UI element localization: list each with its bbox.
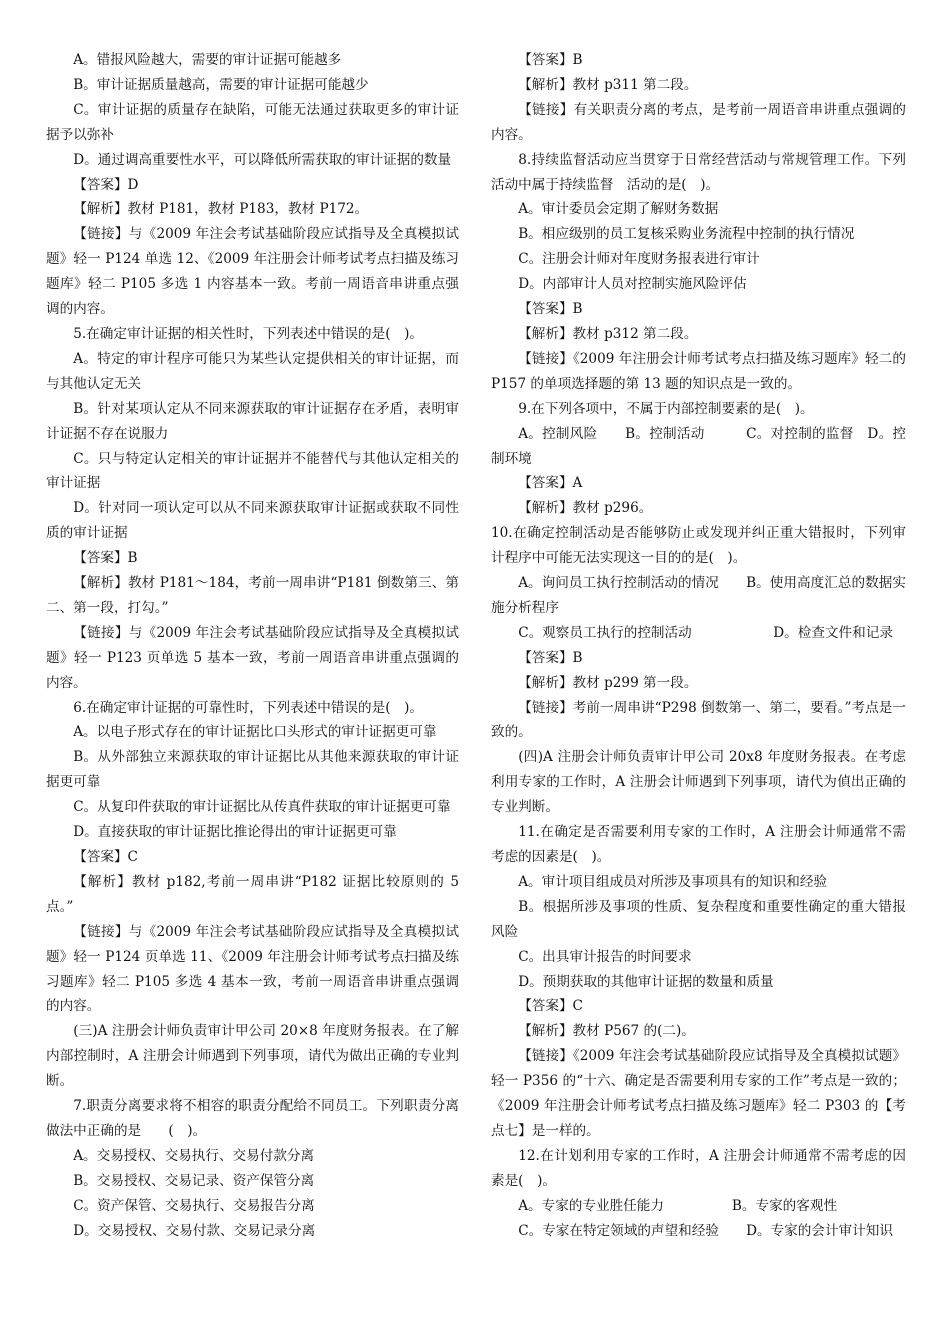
- answer: 【答案】B: [518, 649, 583, 666]
- link-note: 【链接】《2009 年注册会计师考试考点扫描及练习题库》轻二的 P157 的单项选择题的第 13 题的知识点是一致的。: [491, 350, 906, 392]
- question-11: 11.在确定是否需要利用专家的工作时，A 注册会计师通常不需考虑的因素是( )。: [491, 824, 906, 865]
- option-c: C。只与特定认定相关的审计证据并不能替代与其他认定相关的审计证据: [46, 450, 459, 492]
- option-d: D。针对同一项认定可以从不同来源获取审计证据或获取不同性质的审计证据: [46, 500, 459, 542]
- right-column: [491, 48, 906, 1244]
- option-b: B。审计证据质量越高，需要的审计证据可能越少: [73, 76, 369, 93]
- option-d: D。交易授权、交易付款、交易记录分离: [73, 1222, 316, 1239]
- link-note: 【链接】《2009 年注会考试基础阶段应试指导及全真模拟试题》轻一 P356 的“十六、确定是否需要利用专家的工作”考点是一致的；《2009 年注册会计师考试考点扫描及练习题库》轻二 P303 的【考点七】是一样的。: [491, 1048, 906, 1139]
- answer: 【答案】B: [518, 52, 583, 68]
- option-a: A。交易授权、交易执行、交易付款分离: [73, 1147, 315, 1164]
- option-d: D。通过调高重要性水平，可以降低所需获取的审计证据的数量: [73, 151, 452, 168]
- answer: 【答案】D: [73, 176, 139, 193]
- option-a: A。特定的审计程序可能只为某些认定提供相关的审计证据，而与其他认定无关: [46, 350, 459, 392]
- answer: 【答案】B: [73, 550, 138, 567]
- link-note: 【链接】与《2009 年注会考试基础阶段应试指导及全真模拟试题》轻一 P124 单选 12、《2009 年注册会计师考试考点扫描及练习题库》轻二 P105 多选 1 内容基本一致。考前一周语音串讲重点强调的内容。: [46, 226, 459, 318]
- option-c: C。从复印件获取的审计证据比从传真件获取的审计证据更可靠: [73, 799, 451, 816]
- question-10: 10.在确定控制活动是否能够防止或发现并纠正重大错报时，下列审计程序中可能无法实现这一目的的是( )。: [491, 525, 906, 567]
- options-inline: A。专家的专业胜任能力 B。专家的客观性: [518, 1197, 838, 1214]
- option-c: C。审计证据的质量存在缺陷，可能无法通过获取更多的审计证据予以弥补: [46, 101, 459, 143]
- option-b: B。根据所涉及事项的性质、复杂程度和重要性确定的重大错报风险: [491, 898, 906, 940]
- analysis: 【解析】教材 P181～184，考前一周串讲“P181 倒数第三、第二、第一段，打勾。”: [46, 575, 459, 616]
- option-c: C。出具审计报告的时间要求: [518, 948, 692, 965]
- option-a: A。审计项目组成员对所涉及事项具有的知识和经验: [518, 873, 828, 890]
- option-b: B。针对某项认定从不同来源获取的审计证据存在矛盾，表明审计证据不存在说服力: [46, 400, 459, 442]
- analysis: 【解析】教材 p299 第一段。: [518, 674, 698, 691]
- analysis: 【解析】教材 P181，教材 P183，教材 P172。: [73, 201, 369, 218]
- option-a: A。以电子形式存在的审计证据比口头形式的审计证据更可靠: [73, 724, 437, 741]
- question-7: 7.职责分离要求将不相容的职责分配给不同员工。下列职责分离做法中正确的是 ( )。: [46, 1098, 459, 1139]
- question-5: 5.在确定审计证据的相关性时，下列表述中错误的是( )。: [73, 325, 424, 342]
- analysis: 【解析】教材 p311 第二段。: [518, 76, 698, 93]
- option-d: D。直接获取的审计证据比推论得出的审计证据更可靠: [73, 824, 397, 841]
- left-column: [46, 48, 459, 1244]
- options-inline: C。观察员工执行的控制活动 D。检查文件和记录: [518, 624, 893, 641]
- link-note: 【链接】考前一周串讲“P298 倒数第一、第二，要看。”考点是一致的。: [491, 699, 906, 741]
- section-4-intro: (四)A 注册会计师负责审计甲公司 20x8 年度财务报表。在考虑利用专家的工作时，A 注册会计师遇到下列事项，请代为偵出正确的专业判断。: [491, 749, 906, 816]
- question-9: 9.在下列各项中，不属于内部控制要素的是( )。: [518, 400, 814, 417]
- question-6: 6.在确定审计证据的可靠性时，下列表述中错误的是( )。: [73, 699, 424, 716]
- answer: 【答案】C: [518, 998, 583, 1015]
- option-a: A。错报风险越大，需要的审计证据可能越多: [73, 52, 342, 68]
- link-note: 【链接】有关职责分离的考点，是考前一周语音串讲重点强调的内容。: [491, 101, 906, 143]
- section-3-intro: (三)A 注册会计师负责审计甲公司 20×8 年度财务报表。在了解内部控制时，A 注册会计师遇到下列事项，请代为做出正确的专业判断。: [46, 1023, 459, 1090]
- link-note: 【链接】与《2009 年注会考试基础阶段应试指导及全真模拟试题》轻一 P123 页单选 5 基本一致，考前一周语音串讲重点强调的内容。: [46, 624, 459, 691]
- question-12: 12.在计划利用专家的工作时，A 注册会计师通常不需考虑的因素是( )。: [491, 1147, 906, 1189]
- link-note: 【链接】与《2009 年注会考试基础阶段应试指导及全真模拟试题》轻一 P124 页单选 11、《2009 年注册会计师考试考点扫描及练习题库》轻二 P105 多选 4 基本一致，考前一周语音串讲重点强调的内容。: [46, 923, 459, 1015]
- analysis: 【解析】教材 P567 的(二)。: [518, 1023, 695, 1040]
- option-c: C。注册会计师对年度财务报表进行审计: [518, 251, 760, 268]
- option-d: D。预期获取的其他审计证据的数量和质量: [518, 973, 774, 990]
- option-c: C。资产保管、交易执行、交易报告分离: [73, 1197, 315, 1214]
- answer: 【答案】B: [518, 301, 583, 318]
- options-inline: C。专家在特定领域的声望和经验 D。专家的会计审计知识: [518, 1222, 893, 1239]
- question-8: 8.持续监督活动应当贯穿于日常经营活动与常规管理工作。下列活动中属于持续监督 活动的是( )。: [491, 151, 906, 193]
- option-d: D。内部审计人员对控制实施风险评估: [518, 276, 747, 293]
- answer: 【答案】C: [73, 849, 138, 865]
- option-b: B。从外部独立来源获取的审计证据比从其他来源获取的审计证据更可靠: [46, 749, 459, 791]
- options-inline: A。控制风险 B。控制活动 C。对控制的监督 D。控制环境: [491, 425, 906, 467]
- option-a: A。审计委员会定期了解财务数据: [518, 201, 719, 218]
- analysis: 【解析】教材 p296。: [518, 500, 653, 517]
- answer: 【答案】A: [518, 475, 583, 492]
- option-b: B。交易授权、交易记录、资产保管分离: [73, 1172, 315, 1189]
- analysis: 【解析】教材 p312 第二段。: [518, 325, 698, 342]
- options-inline: A。询问员工执行控制活动的情况 B。使用高度汇总的数据实施分析程序: [491, 575, 906, 616]
- analysis: 【解析】教材 p182,考前一周串讲“P182 证据比较原则的 5 点。”: [46, 873, 459, 915]
- option-b: B。相应级别的员工复核采购业务流程中控制的执行情况: [518, 226, 855, 243]
